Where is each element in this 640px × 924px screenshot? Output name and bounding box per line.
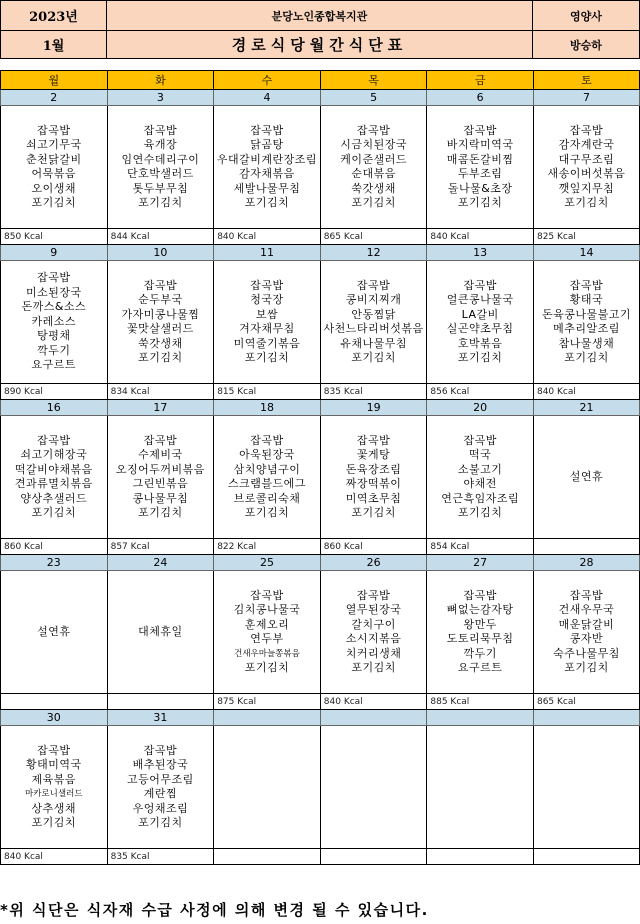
menu-item: 잡곡밥 xyxy=(37,123,71,137)
menu-item: 미역줄기볶음 xyxy=(233,336,301,350)
menu-item: 시금치된장국 xyxy=(340,138,407,151)
menu-item: 포기김치 xyxy=(351,661,396,674)
menu-item: 호박볶음 xyxy=(457,336,503,350)
menu-item: 대구무조림 xyxy=(558,152,615,166)
menu-item: 떡갈비야채볶음 xyxy=(14,462,93,476)
menu-item: 겨자채무침 xyxy=(239,322,295,335)
menu-item: 탕평채 xyxy=(37,329,71,343)
menu-item: 건새우마늘쫑볶음 xyxy=(234,648,300,659)
menu-cell xyxy=(1,106,108,229)
menu-item: 안동찜닭 xyxy=(351,307,396,321)
menu-item: 건새우무국 xyxy=(558,603,615,616)
kcal-cell: 860 Kcal xyxy=(320,539,427,555)
date-cell: 28 xyxy=(533,555,639,571)
menu-item: 포기김치 xyxy=(351,506,396,519)
menu-item: 포기김치 xyxy=(351,351,396,364)
menu-item: 숙주나물무침 xyxy=(553,646,620,660)
menu-item: 포기김치 xyxy=(31,506,77,519)
menu-item: 포기김치 xyxy=(564,661,609,674)
menu-cell xyxy=(533,106,639,229)
menu-cell xyxy=(1,571,108,694)
kcal-cell: 825 Kcal xyxy=(533,229,639,245)
menu-item: 꽃맛살샐러드 xyxy=(127,322,194,335)
menu-cell xyxy=(214,726,321,849)
weekday-header: 수 xyxy=(214,71,321,90)
menu-item: 포기김치 xyxy=(457,506,503,519)
kcal-cell xyxy=(1,694,108,710)
date-cell: 20 xyxy=(427,400,534,416)
date-cell: 16 xyxy=(1,400,108,416)
menu-item: 잡곡밥 xyxy=(37,433,71,447)
holiday-label: 대체휴일 xyxy=(138,624,183,638)
menu-cell xyxy=(107,726,214,849)
weekday-header: 금 xyxy=(427,71,534,90)
menu-cell xyxy=(427,261,534,384)
menu-item: 포기김치 xyxy=(351,196,396,209)
kcal-cell: 840 Kcal xyxy=(320,694,427,710)
menu-item: 포기김치 xyxy=(244,196,290,209)
date-cell: 2 xyxy=(1,90,108,106)
menu-cell xyxy=(214,571,321,694)
date-cell: 23 xyxy=(1,555,108,571)
menu-item: 콩자반 xyxy=(569,632,604,645)
date-cell: 27 xyxy=(427,555,534,571)
date-cell: 17 xyxy=(107,400,214,416)
menu-item: 잡곡밥 xyxy=(250,123,284,137)
menu-item: 고등어무조림 xyxy=(127,772,194,786)
page-title: 경로식당월간식단표 xyxy=(107,31,533,59)
menu-cell xyxy=(533,416,639,539)
menu-item: 김치콩나물국 xyxy=(233,603,301,616)
kcal-cell: 865 Kcal xyxy=(533,694,639,710)
menu-item: 소시지볶음 xyxy=(345,632,402,645)
menu-item: 떡국 xyxy=(469,448,492,461)
menu-item: 포기김치 xyxy=(138,816,183,829)
menu-item: 열무된장국 xyxy=(345,603,402,616)
menu-item: 톳두부무침 xyxy=(132,181,189,195)
menu-item: 잡곡밥 xyxy=(143,123,178,137)
menu-cell xyxy=(533,726,639,849)
menu-item: 견과류멸치볶음 xyxy=(14,477,93,490)
menu-cell xyxy=(214,416,321,539)
menu-item: 포기김치 xyxy=(457,196,503,209)
role-cell: 영양사 xyxy=(533,1,640,31)
menu-item: 미역초무침 xyxy=(345,491,402,505)
menu-item: 우엉채조림 xyxy=(132,801,189,815)
kcal-cell xyxy=(533,539,639,555)
menu-item: 수제비국 xyxy=(138,448,183,461)
menu-item: 어묵볶음 xyxy=(31,167,77,180)
menu-item: 짜장떡볶이 xyxy=(345,477,402,490)
menu-item: 잡곡밥 xyxy=(356,433,391,447)
menu-item: 가자미콩나물찜 xyxy=(121,307,200,321)
date-cell: 18 xyxy=(214,400,321,416)
menu-item: 두부조림 xyxy=(457,167,503,180)
menu-item: 매콤돈갈비찜 xyxy=(446,152,514,166)
menu-item: 갈치구이 xyxy=(351,617,396,631)
menu-item: 꽃게탕 xyxy=(356,448,391,461)
menu-item: 포기김치 xyxy=(138,196,183,209)
menu-item: 잡곡밥 xyxy=(37,743,71,757)
holiday-label: 설연휴 xyxy=(37,624,71,638)
weekday-header: 토 xyxy=(533,71,639,90)
date-cell xyxy=(320,710,427,726)
holiday-label: 설연휴 xyxy=(569,469,604,483)
menu-item: 쇠고기무국 xyxy=(25,138,82,151)
menu-item: 포기김치 xyxy=(564,351,609,364)
date-cell: 3 xyxy=(107,90,214,106)
menu-cell xyxy=(320,106,427,229)
menu-item: 미소된장국 xyxy=(25,285,82,299)
menu-item: 제육볶음 xyxy=(31,772,77,786)
header-table xyxy=(0,0,640,59)
menu-item: 스크램블드에그 xyxy=(228,477,306,490)
menu-cell xyxy=(214,106,321,229)
kcal-cell: 840 Kcal xyxy=(214,229,321,245)
menu-item: 단호박샐러드 xyxy=(127,167,194,180)
menu-item: 포기김치 xyxy=(31,816,77,829)
menu-item: 감자계란국 xyxy=(558,138,615,151)
menu-item: 쑥갓생채 xyxy=(351,181,396,195)
date-cell: 19 xyxy=(320,400,427,416)
menu-cell xyxy=(320,261,427,384)
menu-item: 양상추샐러드 xyxy=(20,491,88,505)
menu-item: 깻잎지무침 xyxy=(558,181,615,195)
menu-item: 춘천닭갈비 xyxy=(25,152,82,166)
menu-cell xyxy=(1,416,108,539)
menu-item: 잡곡밥 xyxy=(143,433,178,447)
kcal-cell: 890 Kcal xyxy=(1,384,108,400)
menu-item: LA갈비 xyxy=(461,307,499,321)
kcal-cell xyxy=(533,849,639,865)
weekday-header: 월 xyxy=(1,71,108,90)
menu-item: 유채나물무침 xyxy=(340,336,407,350)
kcal-cell: 840 Kcal xyxy=(533,384,639,400)
kcal-cell: 835 Kcal xyxy=(320,384,427,400)
menu-item: 매운닭갈비 xyxy=(558,617,615,631)
menu-item: 포기김치 xyxy=(564,196,609,209)
date-cell xyxy=(427,710,534,726)
menu-item: 포기김치 xyxy=(244,351,290,364)
menu-item: 잡곡밥 xyxy=(250,433,284,447)
kcal-cell: 835 Kcal xyxy=(107,849,214,865)
menu-item: 청국장 xyxy=(250,293,284,306)
menu-item: 야채전 xyxy=(463,477,497,490)
menu-item: 참나물생채 xyxy=(558,336,615,350)
menu-item: 뼈없는감자탕 xyxy=(446,603,514,616)
menu-item: 잡곡밥 xyxy=(356,278,391,292)
menu-item: 포기김치 xyxy=(244,661,290,674)
menu-item: 치커리생채 xyxy=(345,646,402,660)
date-cell: 10 xyxy=(107,245,214,261)
menu-item: 세발나물무침 xyxy=(233,181,301,195)
menu-item: 돈까스&소스 xyxy=(21,300,87,314)
kcal-cell: 856 Kcal xyxy=(427,384,534,400)
menu-item: 마카로니샐러드 xyxy=(25,789,83,799)
menu-item: 잡곡밥 xyxy=(250,588,284,602)
menu-item: 잡곡밥 xyxy=(37,271,71,285)
menu-cell xyxy=(427,571,534,694)
kcal-cell: 875 Kcal xyxy=(214,694,321,710)
date-cell: 26 xyxy=(320,555,427,571)
name-cell: 방승하 xyxy=(533,31,640,59)
month-cell: 1월 xyxy=(1,31,107,59)
menu-item: 감자채볶음 xyxy=(239,167,295,180)
menu-item: 깍두기 xyxy=(463,646,497,660)
menu-item: 상추생채 xyxy=(31,801,77,815)
menu-cell xyxy=(107,261,214,384)
menu-item: 케이준샐러드 xyxy=(340,152,407,166)
menu-item: 잡곡밥 xyxy=(143,743,178,757)
kcal-cell: 822 Kcal xyxy=(214,539,321,555)
menu-cell xyxy=(320,571,427,694)
menu-item: 요구르트 xyxy=(31,358,77,372)
kcal-cell xyxy=(320,849,427,865)
menu-cell xyxy=(1,726,108,849)
menu-item: 오징어두꺼비볶음 xyxy=(115,462,205,476)
menu-item: 쇠고기해장국 xyxy=(20,448,88,461)
menu-item: 잡곡밥 xyxy=(250,278,284,292)
menu-item: 사천느타리버섯볶음 xyxy=(323,322,424,335)
menu-item: 포기김치 xyxy=(457,351,503,364)
kcal-cell: 860 Kcal xyxy=(1,539,108,555)
menu-item: 잡곡밥 xyxy=(569,278,604,292)
date-cell: 6 xyxy=(427,90,534,106)
menu-item: 연근흑임자조림 xyxy=(441,491,520,505)
date-cell: 30 xyxy=(1,710,108,726)
menu-item: 그린빈볶음 xyxy=(132,477,189,490)
year-cell: 2023년 xyxy=(1,1,107,31)
date-cell: 12 xyxy=(320,245,427,261)
kcal-cell xyxy=(427,849,534,865)
menu-item: 돈육콩나물불고기 xyxy=(541,307,631,321)
menu-item: 바지락미역국 xyxy=(446,138,514,151)
date-cell: 25 xyxy=(214,555,321,571)
menu-item: 삼치양념구이 xyxy=(233,462,301,476)
calendar-table xyxy=(0,70,640,865)
date-cell: 9 xyxy=(1,245,108,261)
menu-item: 브로콜리숙채 xyxy=(233,491,301,505)
menu-item: 돌나물&초장 xyxy=(447,181,513,195)
menu-cell xyxy=(533,571,639,694)
menu-item: 배추된장국 xyxy=(132,758,189,771)
menu-item: 육개장 xyxy=(143,138,178,151)
kcal-cell: 840 Kcal xyxy=(1,849,108,865)
menu-item: 닭곰탕 xyxy=(250,138,284,151)
menu-item: 포기김치 xyxy=(244,506,290,519)
menu-item: 황태미역국 xyxy=(25,758,82,771)
menu-cell xyxy=(320,416,427,539)
menu-cell xyxy=(427,106,534,229)
organization-cell: 분당노인종합복지관 xyxy=(107,1,533,31)
menu-item: 오이생채 xyxy=(31,181,77,195)
menu-item: 왕만두 xyxy=(463,617,497,631)
date-cell: 5 xyxy=(320,90,427,106)
weekday-header: 화 xyxy=(107,71,214,90)
menu-item: 연두부 xyxy=(250,632,284,645)
menu-item: 잡곡밥 xyxy=(463,588,497,602)
date-cell: 24 xyxy=(107,555,214,571)
menu-item: 포기김치 xyxy=(31,196,77,209)
kcal-cell: 854 Kcal xyxy=(427,539,534,555)
menu-item: 잡곡밥 xyxy=(356,123,391,137)
date-cell: 14 xyxy=(533,245,639,261)
menu-item: 카레소스 xyxy=(31,314,77,328)
menu-cell xyxy=(533,261,639,384)
kcal-cell xyxy=(107,694,214,710)
kcal-cell: 857 Kcal xyxy=(107,539,214,555)
date-cell: 4 xyxy=(214,90,321,106)
menu-item: 포기김치 xyxy=(138,506,183,519)
menu-item: 실곤약초무침 xyxy=(446,322,514,335)
menu-item: 아욱된장국 xyxy=(239,448,295,461)
date-cell: 11 xyxy=(214,245,321,261)
menu-item: 쑥갓생채 xyxy=(138,336,183,350)
footnote: *위 식단은 식자재 수급 사정에 의해 변경 될 수 있습니다. xyxy=(0,901,429,919)
menu-item: 보쌈 xyxy=(255,307,279,321)
date-cell xyxy=(533,710,639,726)
kcal-cell xyxy=(214,849,321,865)
menu-item: 메추리알조림 xyxy=(553,322,620,335)
menu-cell xyxy=(1,261,108,384)
kcal-cell: 885 Kcal xyxy=(427,694,534,710)
menu-item: 잡곡밥 xyxy=(569,123,604,137)
date-cell: 7 xyxy=(533,90,639,106)
kcal-cell: 844 Kcal xyxy=(107,229,214,245)
menu-cell xyxy=(214,261,321,384)
menu-item: 돈육장조림 xyxy=(345,462,402,476)
menu-cell xyxy=(320,726,427,849)
date-cell: 13 xyxy=(427,245,534,261)
menu-item: 순대볶음 xyxy=(351,167,396,180)
menu-item: 콩비지찌개 xyxy=(345,293,402,306)
menu-item: 잡곡밥 xyxy=(356,588,391,602)
menu-cell xyxy=(427,726,534,849)
menu-item: 임연수데리구이 xyxy=(121,152,200,166)
menu-cell xyxy=(427,416,534,539)
date-cell xyxy=(214,710,321,726)
menu-item: 요구르트 xyxy=(457,661,503,674)
menu-item: 잡곡밥 xyxy=(463,433,497,447)
menu-item: 소불고기 xyxy=(457,462,503,476)
kcal-cell: 850 Kcal xyxy=(1,229,108,245)
menu-item: 황태국 xyxy=(569,293,604,306)
menu-item: 잡곡밥 xyxy=(463,278,497,292)
menu-item: 콩나물무침 xyxy=(132,491,189,505)
weekday-header: 목 xyxy=(320,71,427,90)
menu-item: 잡곡밥 xyxy=(463,123,497,137)
calendar xyxy=(0,70,639,865)
menu-item: 훈제오리 xyxy=(244,617,290,631)
menu-item: 순두부국 xyxy=(138,293,183,306)
menu-item: 도토리묵무침 xyxy=(446,632,514,645)
menu-item: 잡곡밥 xyxy=(569,588,604,602)
menu-cell xyxy=(107,571,214,694)
kcal-cell: 834 Kcal xyxy=(107,384,214,400)
menu-cell xyxy=(107,106,214,229)
menu-item: 우대갈비계란장조림 xyxy=(216,152,318,166)
kcal-cell: 865 Kcal xyxy=(320,229,427,245)
kcal-cell: 815 Kcal xyxy=(214,384,321,400)
menu-item: 잡곡밥 xyxy=(143,278,178,292)
kcal-cell: 840 Kcal xyxy=(427,229,534,245)
menu-item: 포기김치 xyxy=(138,351,183,364)
date-cell: 31 xyxy=(107,710,214,726)
menu-item: 깍두기 xyxy=(37,343,71,357)
menu-cell xyxy=(107,416,214,539)
menu-item: 새송이버섯볶음 xyxy=(547,167,626,180)
menu-item: 계란찜 xyxy=(143,787,178,800)
date-cell: 21 xyxy=(533,400,639,416)
menu-item: 얼큰콩나물국 xyxy=(446,293,514,306)
